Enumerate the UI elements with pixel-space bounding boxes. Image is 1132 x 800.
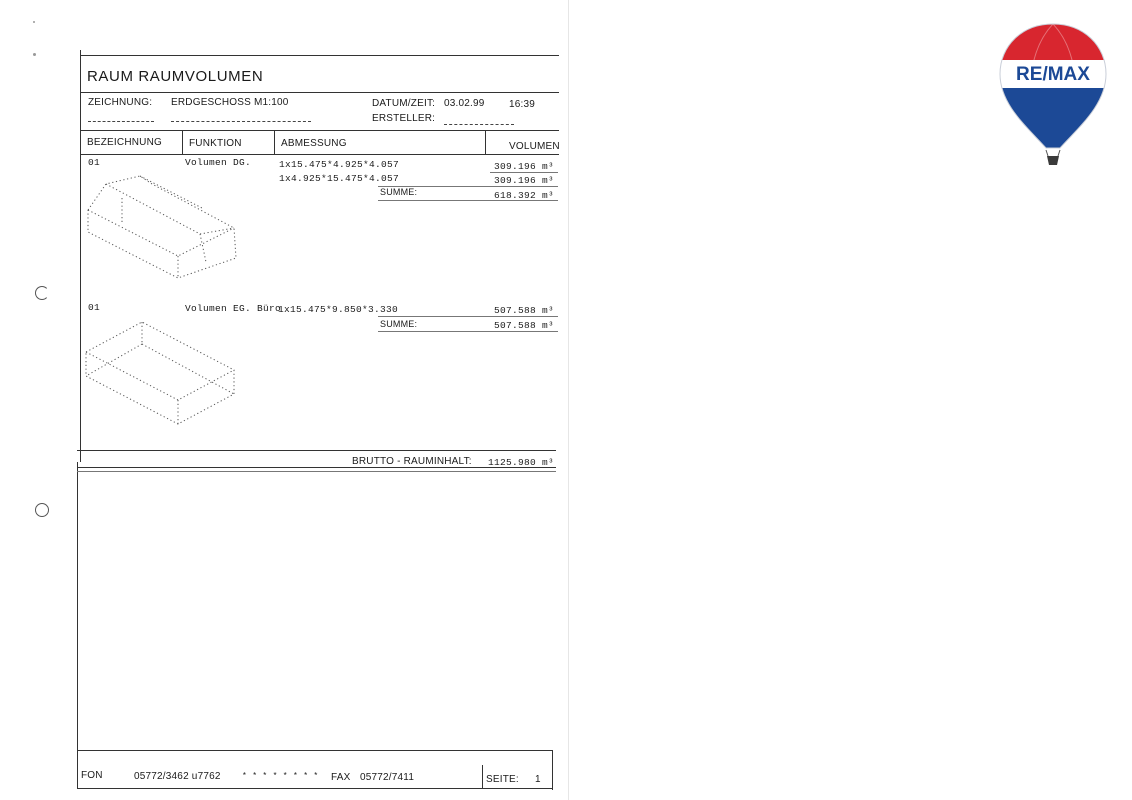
footer-divider bbox=[482, 765, 483, 788]
sum-top-rule bbox=[378, 316, 558, 317]
creator-underline bbox=[444, 124, 514, 125]
punch-hole bbox=[35, 503, 49, 517]
frame-left-lower bbox=[77, 462, 78, 788]
drawing-label: ZEICHNUNG: bbox=[88, 97, 153, 108]
header-top-rule bbox=[80, 130, 559, 131]
section1-sum-label: SUMME: bbox=[380, 187, 418, 197]
fon-label: FON bbox=[81, 770, 103, 781]
total-top-rule bbox=[77, 450, 556, 451]
seite-value: 1 bbox=[535, 774, 541, 785]
section2-sum: 507.588 m³ bbox=[494, 320, 555, 331]
fax-label: FAX bbox=[331, 772, 351, 783]
row-rule bbox=[490, 172, 558, 173]
col-bezeichnung: BEZEICHNUNG bbox=[87, 137, 162, 148]
time-value: 16:39 bbox=[509, 99, 536, 110]
col-abmessung: ABMESSUNG bbox=[281, 138, 347, 149]
frame-bottom bbox=[77, 788, 553, 789]
drawing-underline bbox=[88, 121, 154, 122]
brutto-label: BRUTTO - RAUMINHALT: bbox=[352, 456, 472, 467]
brutto-value: 1125.980 m³ bbox=[488, 457, 555, 468]
section2-id: 01 bbox=[88, 302, 101, 313]
section1-vol-row: 309.196 m³ bbox=[494, 161, 555, 172]
creator-label: ERSTELLER: bbox=[372, 113, 436, 124]
sum-bottom-rule bbox=[378, 200, 558, 201]
section1-dim-row: 1x15.475*4.925*4.057 bbox=[279, 159, 400, 170]
frame-top bbox=[80, 55, 559, 56]
punch-hole bbox=[35, 286, 49, 300]
section1-dim-row: 1x4.925*15.475*4.057 bbox=[279, 173, 400, 184]
header-bottom-rule bbox=[80, 154, 559, 155]
remax-logo-text: RE/MAX bbox=[1016, 64, 1090, 85]
document-title: RAUM RAUMVOLUMEN bbox=[87, 68, 264, 85]
datetime-label: DATUM/ZEIT: bbox=[372, 98, 436, 109]
seite-label: SEITE: bbox=[486, 774, 519, 785]
section1-id: 01 bbox=[88, 157, 101, 168]
header-divider bbox=[182, 130, 183, 154]
section1-sum: 618.392 m³ bbox=[494, 190, 555, 201]
col-funktion: FUNKTION bbox=[189, 138, 242, 149]
frame-right-footer bbox=[552, 750, 553, 790]
title-rule bbox=[80, 92, 559, 93]
section2-vol: 507.588 m³ bbox=[494, 305, 555, 316]
drawing-value: ERDGESCHOSS M1:100 bbox=[171, 97, 289, 108]
total-double-rule bbox=[77, 471, 556, 472]
col-volumen: VOLUMEN bbox=[509, 141, 560, 152]
header-divider bbox=[274, 130, 275, 154]
section1-vol-row: 309.196 m³ bbox=[494, 175, 555, 186]
header-divider bbox=[485, 130, 486, 154]
section2-function: Volumen EG. Büro bbox=[185, 303, 282, 314]
volume-sketch-dg bbox=[82, 170, 244, 285]
section1-function: Volumen DG. bbox=[185, 157, 252, 168]
total-bottom-rule bbox=[77, 467, 556, 468]
volume-sketch-eg bbox=[82, 318, 242, 430]
date-value: 03.02.99 bbox=[444, 98, 485, 109]
footer-stars: * * * * * * * * bbox=[242, 772, 319, 781]
section2-sum-label: SUMME: bbox=[380, 319, 418, 329]
fon-value: 05772/3462 u7762 bbox=[134, 771, 221, 782]
fax-value: 05772/7411 bbox=[360, 772, 415, 783]
section2-dim: 1x15.475*9.850*3.330 bbox=[278, 304, 399, 315]
drawing-value-underline bbox=[171, 121, 311, 122]
scan-speck bbox=[33, 53, 36, 56]
sum-bottom-rule bbox=[378, 331, 558, 332]
balloon-basket bbox=[1047, 156, 1059, 165]
frame-left bbox=[80, 50, 81, 462]
scan-speck bbox=[33, 21, 35, 23]
remax-balloon-logo bbox=[996, 22, 1110, 168]
footer-top-rule bbox=[77, 750, 553, 751]
